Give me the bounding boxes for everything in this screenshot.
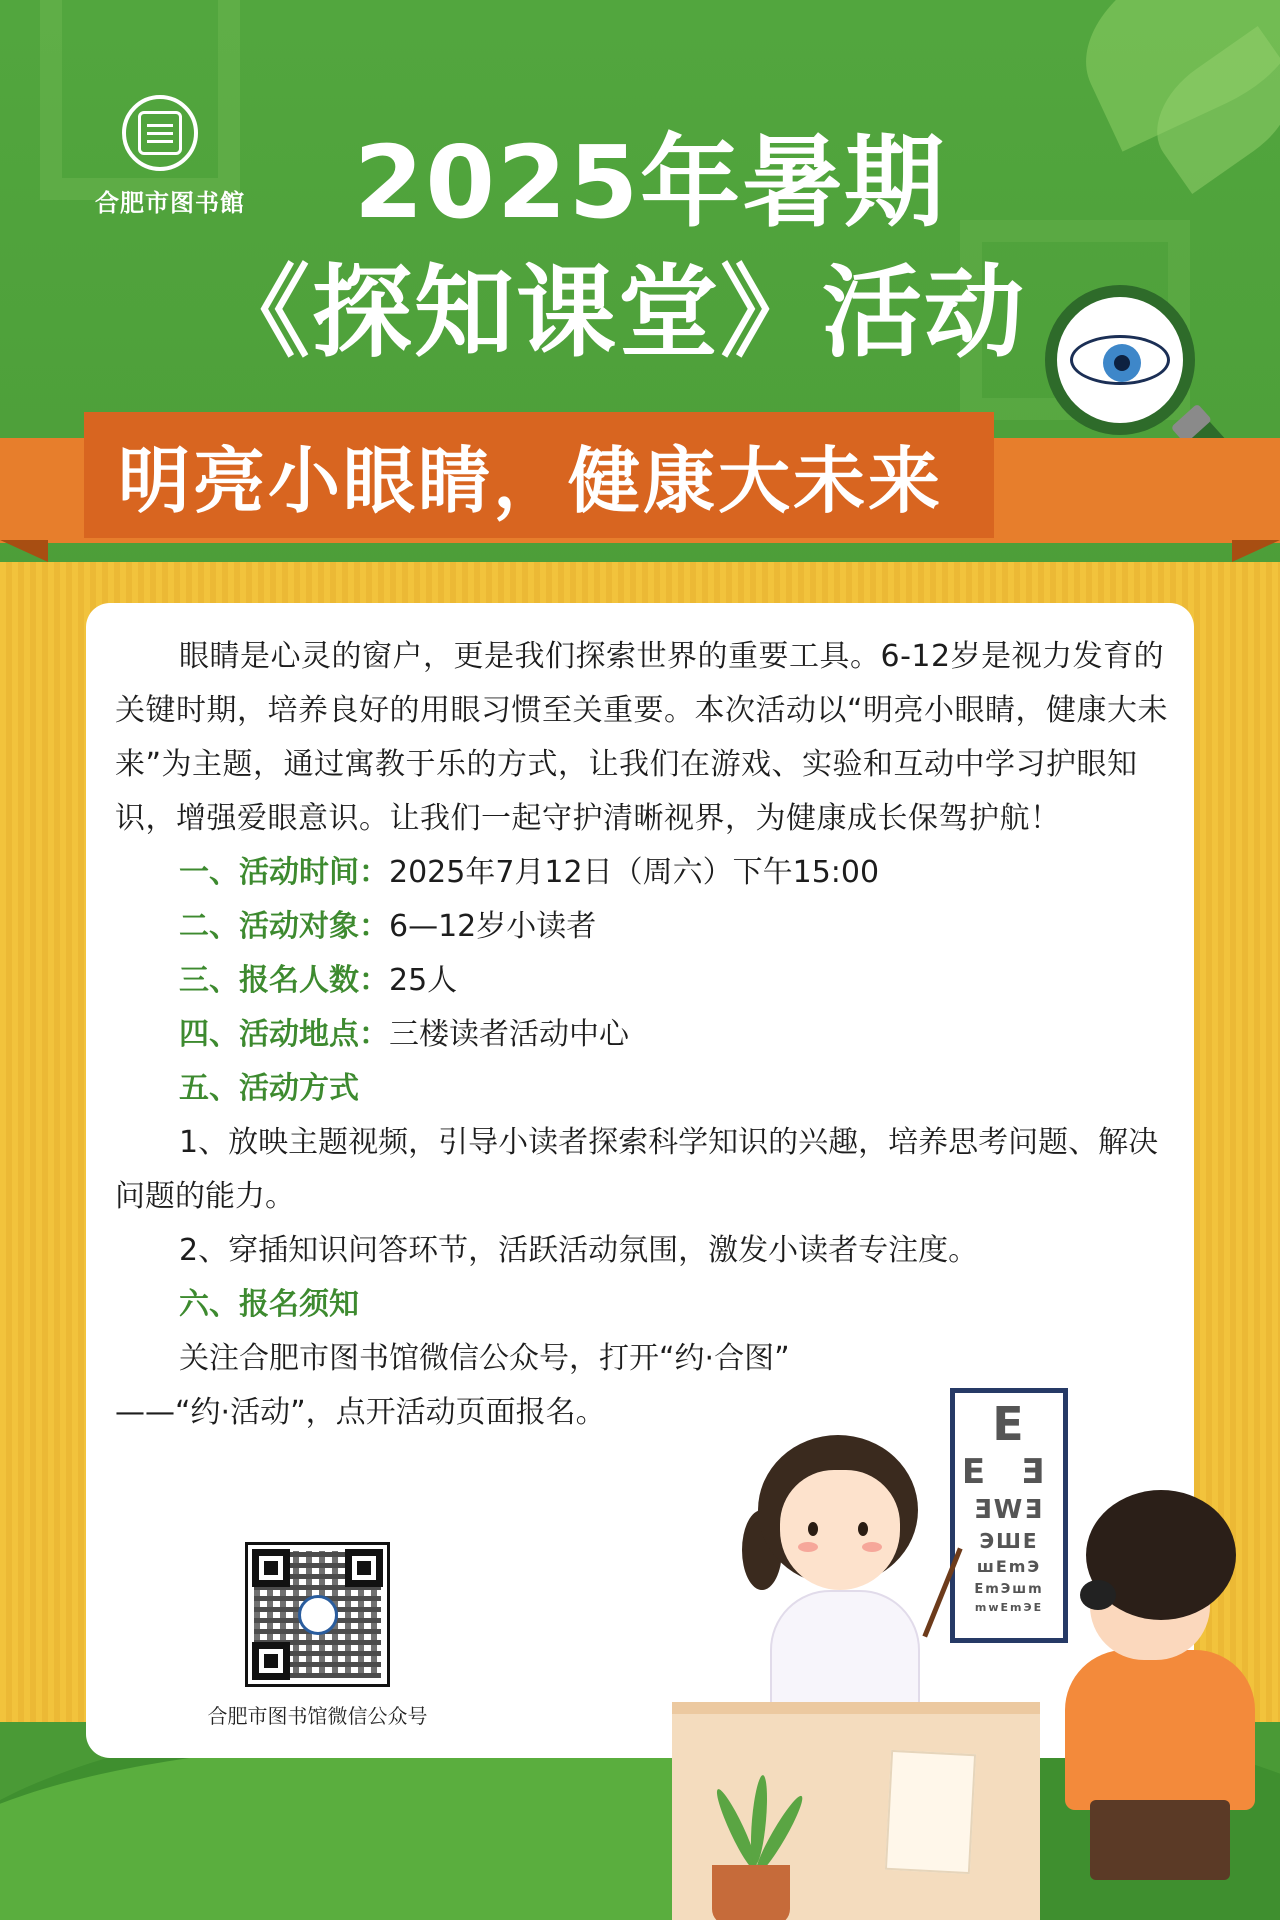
detail-value: 2025年7月12日（周六）下午15:00 [389, 855, 880, 890]
detail-row-audience [115, 900, 1170, 954]
eye-chart-row: E [992, 1397, 1026, 1451]
library-logo-text: 合肥市图书館 [95, 188, 245, 217]
qr-caption: 合肥市图书馆微信公众号 [207, 1704, 428, 1728]
detail-label: 四、活动地点： [179, 1017, 389, 1052]
method-heading: 五、活动方式 [179, 1071, 359, 1106]
signup-heading: 六、报名须知 [179, 1287, 359, 1322]
eye-chart-row: mwEmЭE [974, 1601, 1044, 1614]
magnifier-lens [1045, 285, 1195, 435]
plant-pot [712, 1865, 790, 1920]
eye-chart-row: шEmЭ [976, 1557, 1042, 1576]
eye-icon [1070, 335, 1170, 385]
detail-row-time [115, 846, 1170, 900]
boy-illustration [1040, 1490, 1280, 1920]
content-body [115, 630, 1170, 1440]
eye-chart-row: ƎWƎ [973, 1495, 1045, 1525]
detail-row-location [115, 1008, 1170, 1062]
detail-value: 25人 [389, 963, 458, 998]
signup-line-1: 关注合肥市图书馆微信公众号，打开“约·合图” [179, 1341, 790, 1376]
detail-value: 6—12岁小读者 [389, 909, 597, 944]
title-line-2: 《探知课堂》活动 [210, 254, 1026, 371]
intro-paragraph: 眼睛是心灵的窗户，更是我们探索世界的重要工具。6-12岁是视力发育的关键时期，培养良好的用眼习惯至关重要。本次活动以“明亮小眼睛，健康大未来”为主题，通过寓教于乐的方式，让我们在游戏、实验和互动中学习护眼知识，增强爱眼意识。让我们一起守护清晰视界，为健康成长保驾护航！ [115, 639, 1169, 836]
eye-chart-row: EmЭшm [974, 1582, 1044, 1597]
title-line-1: 2025年暑期 [353, 124, 947, 241]
banner-fold-left [0, 540, 48, 562]
detail-row-capacity [115, 954, 1170, 1008]
detail-label: 二、活动对象： [179, 909, 389, 944]
theme-banner: 明亮小眼睛，健康大未来 [84, 412, 994, 538]
eye-chart-row: ЭШE [979, 1529, 1039, 1553]
doctor-illustration [740, 1430, 970, 1730]
eye-chart-row: E Ǝ [961, 1452, 1057, 1492]
detail-value: 三楼读者活动中心 [389, 1017, 629, 1052]
method-item: 1、放映主题视频，引导小读者探索科学知识的兴趣，培养思考问题、解决问题的能力。 [115, 1125, 1159, 1214]
method-item: 2、穿插知识问答环节，活跃活动氛围，激发小读者专注度。 [179, 1233, 979, 1268]
detail-label: 一、活动时间： [179, 855, 389, 890]
signup-line-2: ——“约·活动”，点开活动页面报名。 [115, 1395, 606, 1430]
wechat-qr-code[interactable] [245, 1542, 390, 1687]
library-seal-icon [298, 1595, 338, 1635]
detail-label: 三、报名人数： [179, 963, 389, 998]
desk-paper [885, 1750, 976, 1874]
banner-fold-right [1232, 540, 1280, 562]
